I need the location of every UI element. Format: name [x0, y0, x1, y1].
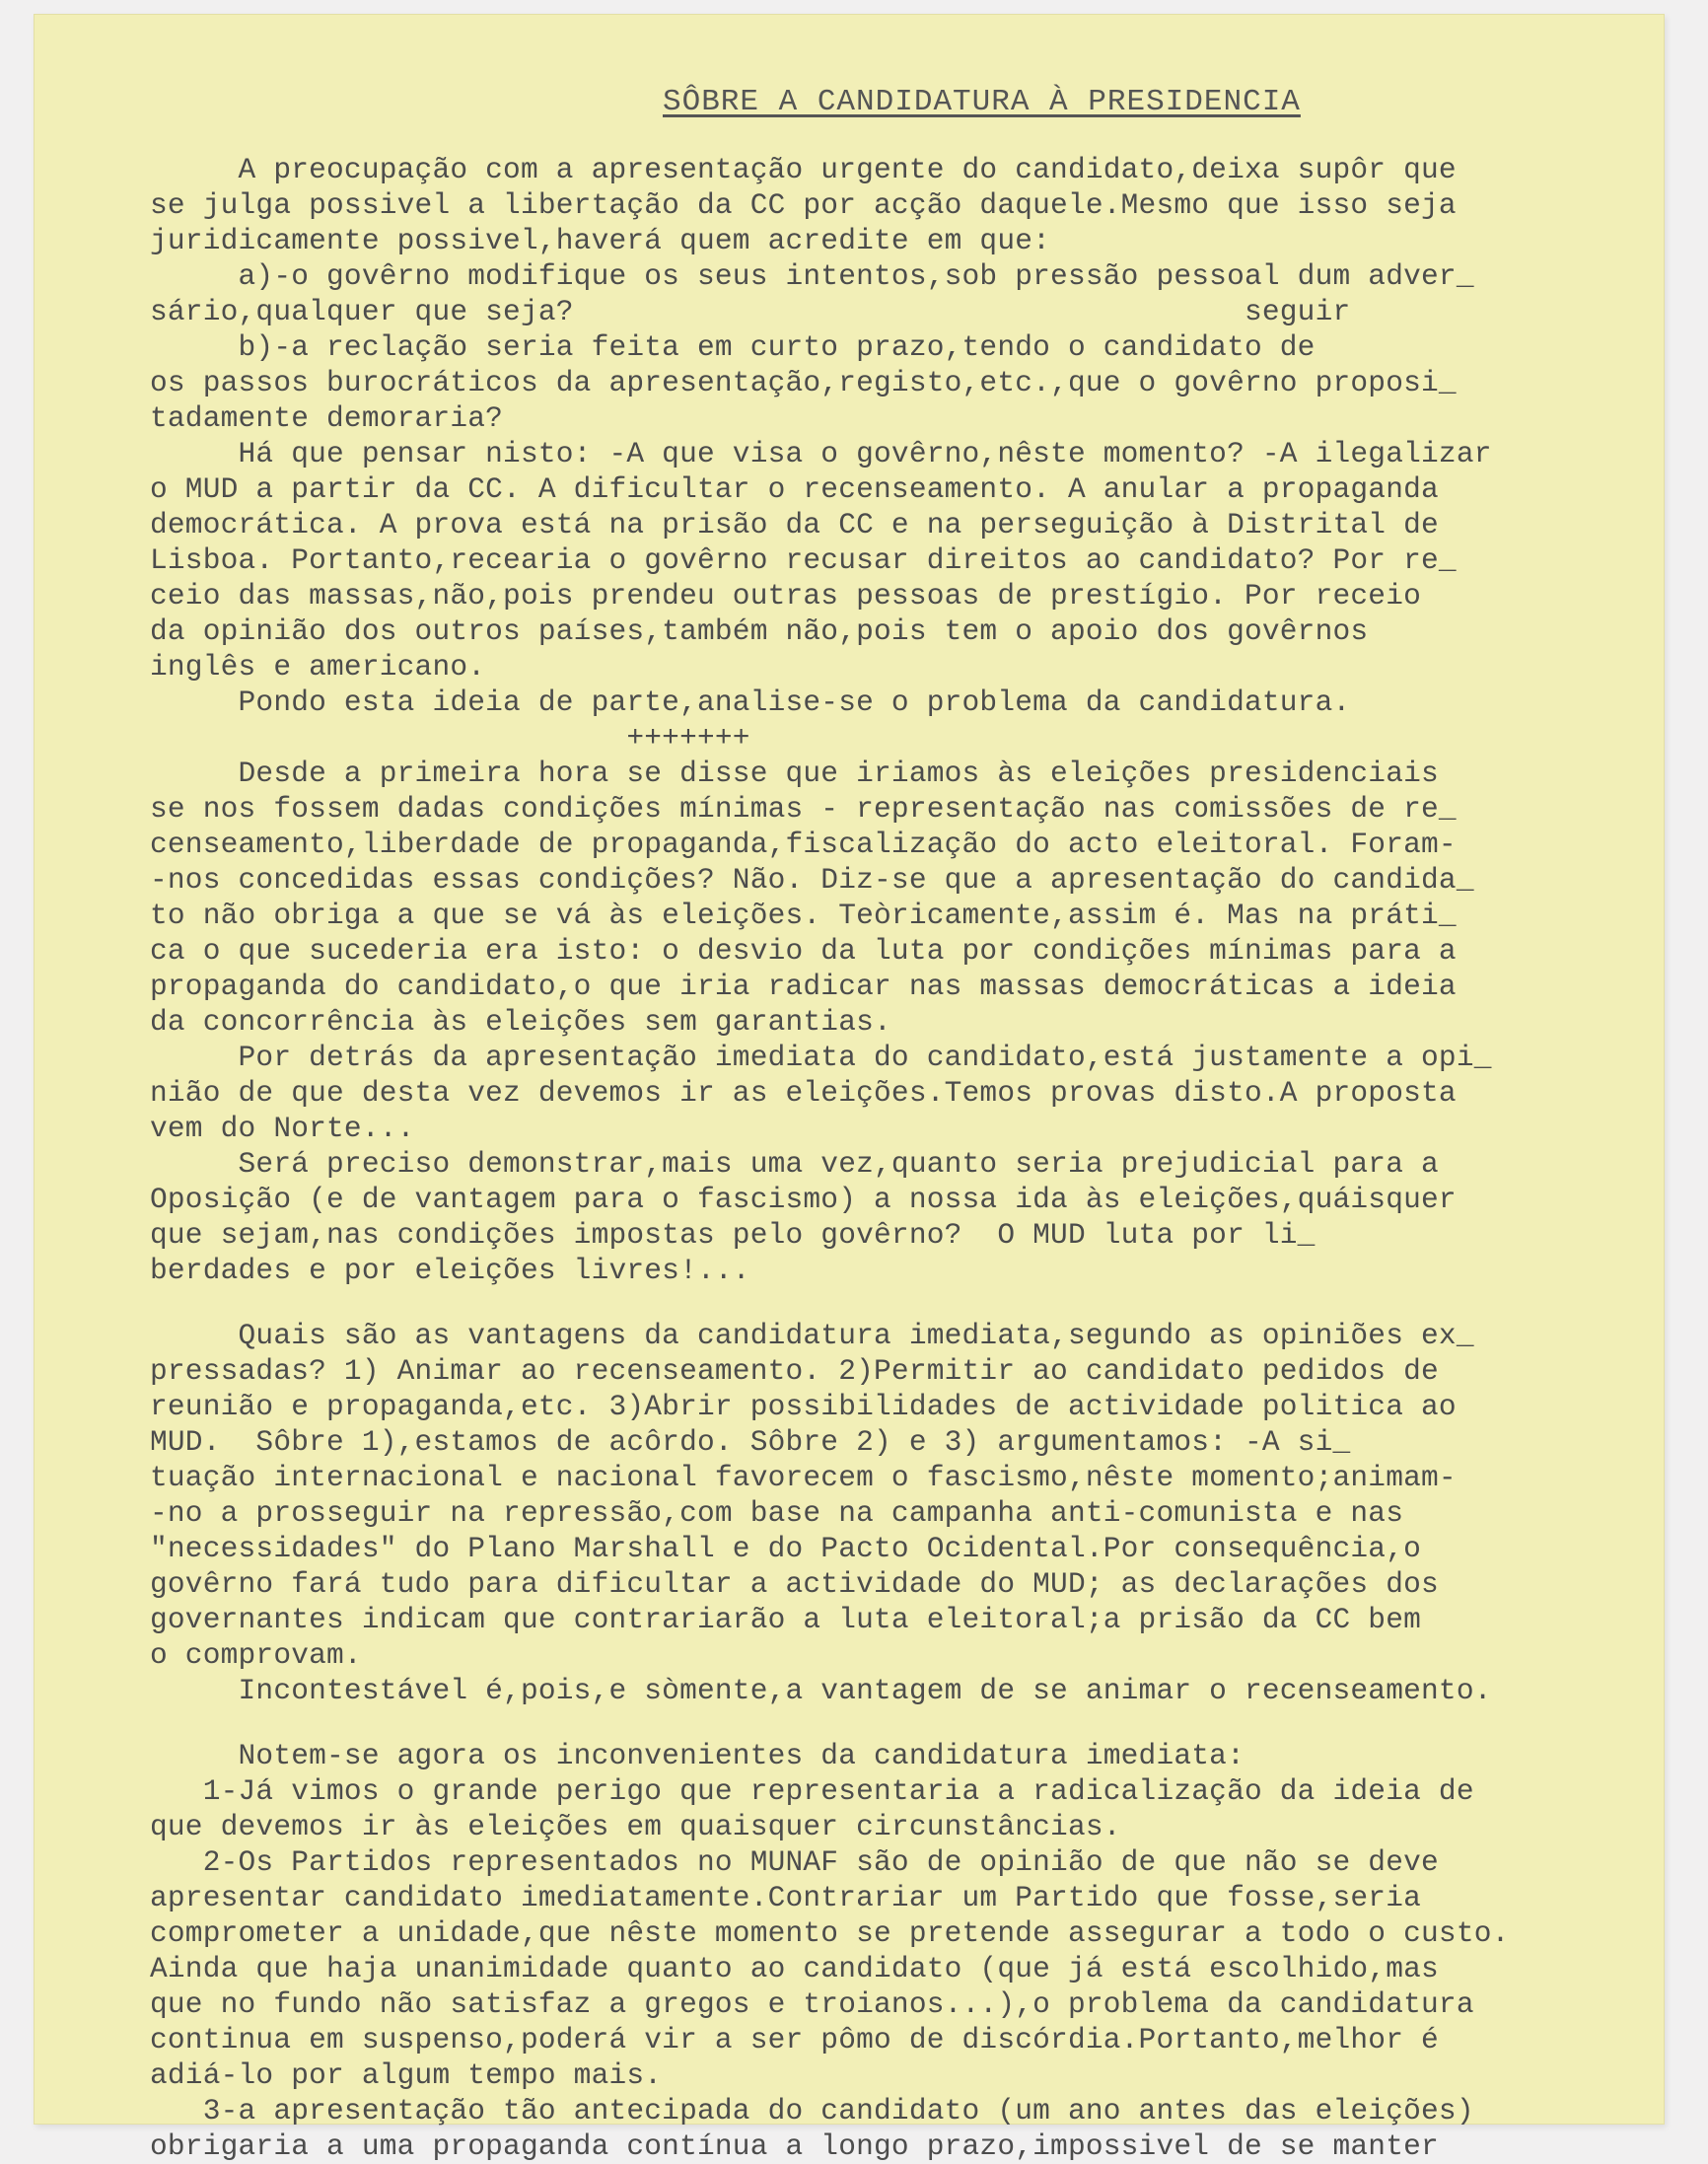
text-line: MUD. Sôbre 1),estamos de acôrdo. Sôbre 2) e 3) argumentamos: -A si_ — [150, 1425, 1351, 1459]
text-line: apresentar candidato imediatamente.Contrariar um Partido que fosse,seria — [150, 1881, 1422, 1914]
text-line: adiá-lo por algum tempo mais. — [150, 2058, 663, 2092]
text-line: 3-a apresentação tão antecipada do candidato (um ano antes das eleições) — [150, 2094, 1474, 2128]
text-line: Notem-se agora os inconvenientes da candidatura imediata: — [150, 1739, 1245, 1772]
text-line: Será preciso demonstrar,mais uma vez,quanto seria prejudicial para a — [150, 1147, 1439, 1181]
text-line: Pondo esta ideia de parte,analise-se o problema da candidatura. — [150, 685, 1351, 719]
text-line: b)-a reclação seria feita em curto prazo,tendo o candidato de — [150, 330, 1316, 364]
paragraph-gap — [150, 1708, 1688, 1738]
typewritten-page — [34, 14, 1665, 2163]
text-line: sário,qualquer que seja? seguir — [150, 295, 1351, 328]
text-line: Oposição (e de vantagem para o fascismo) a nossa ida às eleições,quáisquer — [150, 1183, 1457, 1216]
text-line: berdades e por eleições livres!... — [150, 1254, 750, 1287]
text-line: -nos concedidas essas condições? Não. Diz-se que a apresentação do candida_ — [150, 863, 1474, 897]
text-line: reunião e propaganda,etc. 3)Abrir possibilidades de actividade politica ao — [150, 1390, 1457, 1423]
text-line: inglês e americano. — [150, 650, 486, 684]
text-line: que no fundo não satisfaz a gregos e troianos...),o problema da candidatura — [150, 1987, 1474, 2021]
text-line: que sejam,nas condições impostas pelo govêrno? O MUD luta por li_ — [150, 1218, 1316, 1252]
document-body — [150, 152, 1688, 2164]
text-line: Ainda que haja unanimidade quanto ao candidato (que já está escolhido,mas — [150, 1952, 1439, 1985]
text-line: da opinião dos outros países,também não,pois tem o apoio dos govêrnos — [150, 614, 1369, 648]
document-title: SÔBRE A CANDIDATURA À PRESIDENCIA — [663, 85, 1301, 119]
text-line: pressadas? 1) Animar ao recenseamento. 2)Permitir ao candidato pedidos de — [150, 1354, 1439, 1388]
text-line: "necessidades" do Plano Marshall e do Pacto Ocidental.Por consequência,o — [150, 1532, 1422, 1565]
text-line: ceio das massas,não,pois prendeu outras pessoas de prestígio. Por receio — [150, 579, 1422, 613]
text-line: tadamente demoraria? — [150, 401, 504, 435]
text-line: se nos fossem dadas condições mínimas - representação nas comissões de re_ — [150, 792, 1457, 826]
text-line: govêrno fará tudo para dificultar a actividade do MUD; as declarações dos — [150, 1567, 1439, 1601]
text-line: nião de que desta vez devemos ir as eleições.Temos provas disto.A proposta — [150, 1076, 1457, 1110]
text-line: o comprovam. — [150, 1638, 362, 1672]
text-line: continua em suspenso,poderá vir a ser pômo de discórdia.Portanto,melhor é — [150, 2023, 1439, 2056]
text-line: to não obriga a que se vá às eleições. Teòricamente,assim é. Mas na práti_ — [150, 899, 1457, 932]
text-line: o MUD a partir da CC. A dificultar o recenseamento. A anular a propaganda — [150, 472, 1439, 506]
text-line: democrática. A prova está na prisão da CC e na perseguição à Distrital de — [150, 508, 1439, 541]
text-line: Há que pensar nisto: -A que visa o govêrno,nêste momento? -A ilegalizar — [150, 437, 1492, 470]
text-line: a)-o govêrno modifique os seus intentos,sob pressão pessoal dum adver_ — [150, 259, 1474, 293]
section-separator: +++++++ — [150, 721, 750, 755]
text-line: tuação internacional e nacional favorecem o fascismo,nêste momento;animam- — [150, 1461, 1457, 1494]
text-line: -no a prosseguir na repressão,com base na campanha anti-comunista e nas — [150, 1496, 1404, 1530]
text-line: governantes indicam que contrariarão a luta eleitoral;a prisão da CC bem — [150, 1603, 1422, 1636]
text-line: 1-Já vimos o grande perigo que representaria a radicalização da ideia de — [150, 1774, 1474, 1808]
text-line: comprometer a unidade,que nêste momento se pretende assegurar a todo o custo. — [150, 1916, 1510, 1950]
text-line: censeamento,liberdade de propaganda,fiscalização do acto eleitoral. Foram- — [150, 828, 1457, 861]
text-line: propaganda do candidato,o que iria radicar nas massas democráticas a ideia — [150, 970, 1457, 1003]
text-line: que devemos ir às eleições em quaisquer circunstâncias. — [150, 1810, 1121, 1843]
text-line: Desde a primeira hora se disse que iriamos às eleições presidenciais — [150, 757, 1439, 790]
paragraph-gap — [150, 1288, 1688, 1318]
text-line: A preocupação com a apresentação urgente do candidato,deixa supôr que — [150, 153, 1457, 186]
text-line: se julga possivel a libertação da CC por acção daquele.Mesmo que isso seja — [150, 188, 1457, 222]
text-line: vem do Norte... — [150, 1112, 415, 1145]
text-line: Incontestável é,pois,e sòmente,a vantagem de se animar o recenseamento. — [150, 1674, 1492, 1707]
text-line: obrigaria a uma propaganda contínua a longo prazo,impossivel de se manter — [150, 2129, 1439, 2163]
text-line: ca o que sucederia era isto: o desvio da luta por condições mínimas para a — [150, 934, 1457, 968]
text-line: Quais são as vantagens da candidatura imediata,segundo as opiniões ex_ — [150, 1319, 1474, 1352]
text-line: da concorrência às eleições sem garantias. — [150, 1005, 891, 1039]
text-line: juridicamente possivel,haverá quem acredite em que: — [150, 224, 1051, 257]
text-line: 2-Os Partidos representados no MUNAF são de opinião de que não se deve — [150, 1845, 1439, 1879]
text-line: Lisboa. Portanto,recearia o govêrno recusar direitos ao candidato? Por re_ — [150, 543, 1457, 577]
text-line: Por detrás da apresentação imediata do candidato,está justamente a opi_ — [150, 1041, 1492, 1074]
text-line: os passos burocráticos da apresentação,registo,etc.,que o govêrno proposi_ — [150, 366, 1457, 399]
